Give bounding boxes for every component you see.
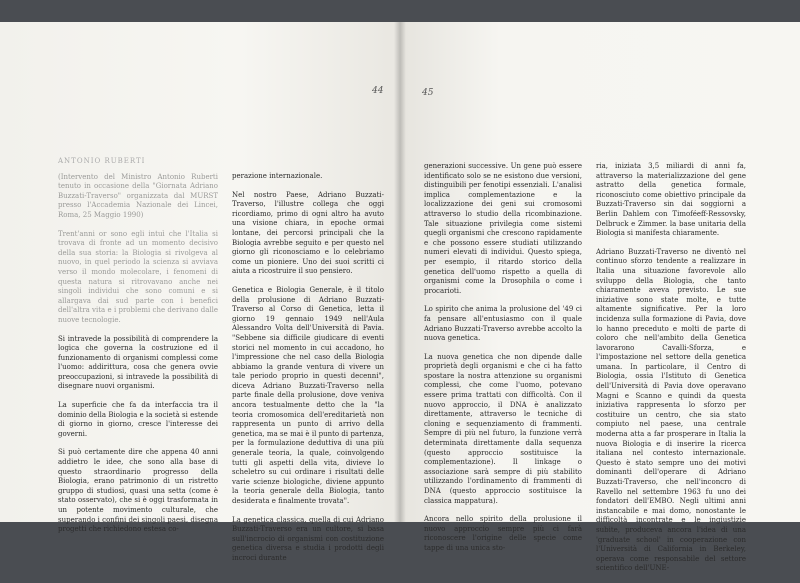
book-gutter — [394, 22, 406, 522]
paragraph: Genetica e Biologia Generale, è il titolo della prolusione di Adriano Buzzati-Traverso al Corso di Genetica, letta il giorno 19 gennaio 1949 nell'Aula Alessandro Volta dell'Università di Pavia. "Sebbene sia difficile giudicare di eventi storici nel momento in cui accadono, ho l'impressione che nel caso della Biologia abbiamo la grande ventura di vivere un tale periodo proprio in questi decenni", diceva Adriano Buzzati-Traverso nella parte finale della prolusione, dove veniva ancora testualmente detto che la "la teoria cromosomica dell'ereditarietà non rappresenta un punto di arrivo della genetica, ma se mai è il punto di partenza, per la formulazione deduttiva di una più generale teoria, la quale, coinvolgendo tutti gli aspetti della vita, divieve lo scheletro su cui ordinare i risultati delle varie scienze biologiche, diviene appunto la teoria generale della Biologia, tanto desiderata e finalmente trovata". — [232, 285, 384, 505]
paragraph: ria, iniziata 3,5 miliardi di anni fa, attraverso la materializzazione del gene astratto della genetica formale, riconosciuto come obiettivo principale da Buzzati-Traverso sin dai soggiorni a Berlin Dahlem con Timoféeff-Ressovsky, Delbruck e Zimmer. la base unitaria della Biologia si manifesta chiaramente. — [596, 162, 746, 238]
left-page-column-1 — [58, 157, 218, 544]
page-number-left: 44 — [372, 86, 384, 96]
right-page — [400, 22, 800, 573]
page-number-right: 45 — [422, 88, 434, 98]
paragraph: La nuova genetica che non dipende dalle proprietà degli organismi e che ci ha fatto spostare la nostra attenzione su organismi complessi, che come l'uomo, potevano essere prima trattati con difficoltà. Con il nuovo approccio, il DNA è analizzato direttamente, attraverso le tecniche di cloning e sequenziamento di frammenti. Sempre di più nel futuro, la funzione verrà determinata direttamente dalla sequenza (questo approccio sostituisce la complementazione). Il linkage o associazione sarà sempre di più stabilito utilizzando l'ordinamento di frammenti di DNA (questo approccio sostituisce la classica mappatura). — [424, 352, 582, 505]
paragraph: Nel nostro Paese, Adriano Buzzati-Traverso, l'illustre collega che oggi ricordiamo, primo di ogni altro ha avuto una visione chiara, in epoche ormai lontane, dei percorsi principali che la Biologia avrebbe seguito e per questo nel giorno gli riconosciamo e lo celebriamo come un pioniere. Uno dei suoi scritti ci aiuta a ricostruire il suo pensiero. — [232, 190, 384, 276]
paragraph: Adriano Buzzati-Traverso ne diventò nel continuo sforzo tendente a realizzare in Italia una situazione favorevole allo sviluppo della Biologia, che tanto chiaramente aveva previsto. Le sue iniziative sono state molte, e tutte altamente significative. Per la loro incidenza sulla formazione di Pavia, dove lo hanno preceduto e molti de parte di coloro che nell'ambito della Genetica lavorarono Cavalli-Sforza, e l'impostazione nel settore della genetica umana. In particolare, il Centro di Biologia, ossia l'Istituto di Genetica dell'Università di Pavia dove operavano Magni e Scanno e quindi da questa iniziativa rappresenta lo sforzo per costituire un centro, che sia stato compiuto nel paese, una centrale moderna atta a far prosperare in Italia la nuova Biologia e di inserire la ricerca italiana nel contesto internazionale. Questo è stato sempre uno dei motivi dominanti dell'operare di Adriano Buzzati-Traverso, che nell'inconcro di Ravello nel settembre 1963 fu uno dei fondatori dell'EMBO. Negli ultimi anni instancabile e mai domo, nonostante le difficoltà incontrate e le ingiustizie subite, produceva ancora l'idea di una 'graduate school' in cooperazione con l'Università di California in Berkeley, operava come responsabile del settore scientifico dell'UNE- — [596, 247, 746, 573]
paragraph: Ancora nello spirito della prolusione il nuovo approccio sempre più ci farà riconoscere l'origine delle specie come tappe di una unica sto- — [424, 515, 582, 552]
paragraph: La superficie che fa da interfaccia tra il dominio della Biologia e la società si estende di giorno in giorno, cresce l'interesse dei governi. — [58, 401, 218, 438]
left-page-column-2 — [232, 172, 384, 573]
right-page-column-1 — [424, 162, 582, 563]
intro-note: (Intervento del Ministro Antonio Ruberti tenuto in occasione della "Giornata Adriano Buzzati-Traverso" organizzata dal MURST presso l'Accademia Nazionale dei Lincei, Roma, 25 Maggio 1990) — [58, 172, 218, 219]
book-spread — [0, 22, 800, 573]
author-name: ANTONIO RUBERTI — [58, 157, 146, 165]
paragraph: perazione internazionale. — [232, 172, 323, 180]
paragraph: Si può certamente dire che appena 40 anni addietro le idee, che sono alla base di questo straordinario progresso della Biologia, erano patrimonio di un ristretto gruppo di studiosi, quasi una setta (come è stato osservato), che si è oggi trasformata in un potente movimento culturale, che superando i confini dei singoli paesi, disegna progetti che richiedono estesa co- — [58, 448, 218, 534]
right-page-column-2 — [596, 162, 746, 583]
left-page — [0, 22, 400, 562]
paragraph: generazioni successive. Un gene può essere identificato solo se ne esistono due versioni, distinguibili per fenotipi essenziali. L'analisi implica complementazione e la localizzazione dei geni sui cromosomi attraverso lo studio della ricombinazione. Tale situazione privilegia come sistemi quegli organismi che crescono rapidamente e che possono essere studiati utilizzando numeri elevati di individui. Questo spiega, per esempio, il ritardo storico della genetica dell'uomo rispetto a quella di organismi come la Drosophila o come i procarioti. — [424, 162, 582, 295]
paragraph: Lo spirito che anima la prolusione del '49 ci fa pensare all'entusiasmo con il quale Adriano Buzzati-Traverso avrebbe accolto la nuova genetica. — [424, 305, 582, 343]
paragraph: Si intravede la possibilità di comprendere la logica che governa la costruzione ed il funzionamento di organismi complessi come l'uomo: addirittura, cosa che genera ovvie preoccupazioni, si intravede la possibilità di disegnare nuovi organismi. — [58, 334, 218, 391]
faded-paragraph: Trent'anni or sono egli intuì che l'Italia si trovava di fronte ad un momento decisivo della sua storia: la Biologia si rivolgeva al nuovo, in quel periodo la scienza si avviava verso il mondo molecolare, i fenomeni di questa natura si ritrovavano anche nei singoli individui che sono comuni e si allargava dai sud parte con i benefici dell'altra vita e i problemi che derivano dalle nuove tecnologie. — [58, 229, 218, 324]
paragraph: La genetica classica, quella di cui Adriano Buzzati-Traverso era un cultore, si basa sull'incrocio di organismi con costituzione genetica diversa e studia i prodotti degli incroci durante — [232, 515, 384, 562]
